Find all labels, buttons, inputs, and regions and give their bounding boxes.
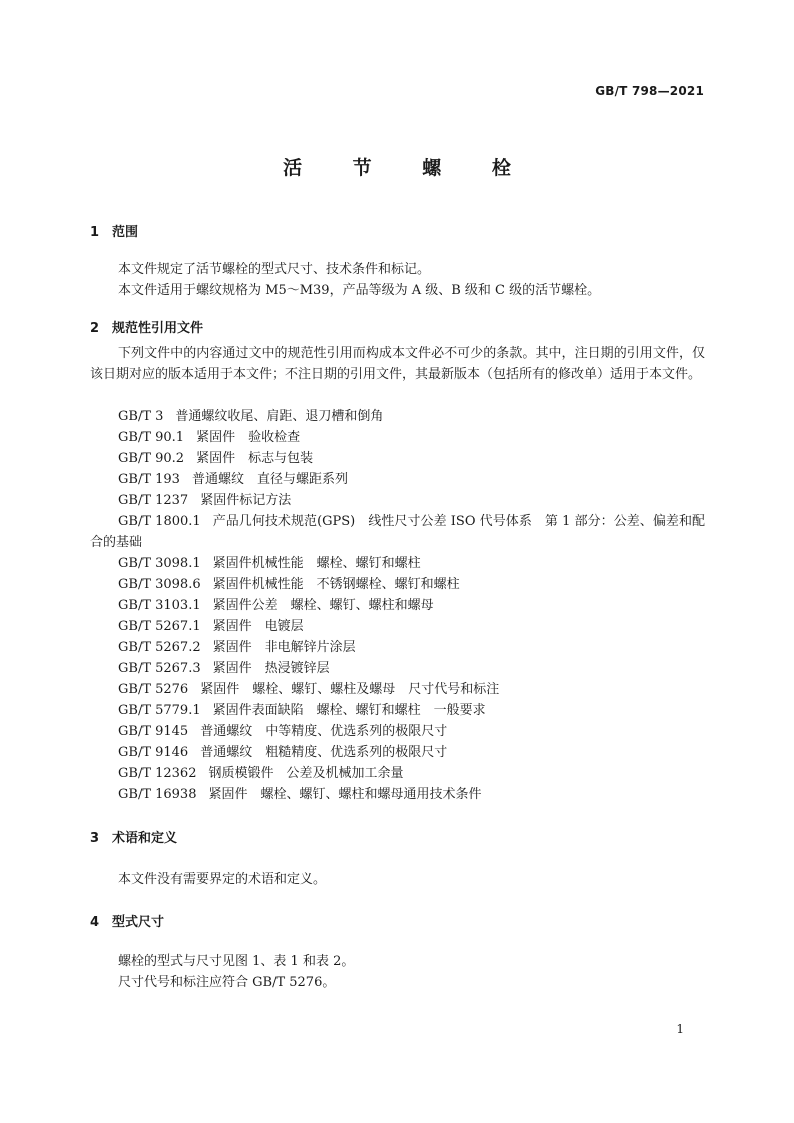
reference-code: GB/T 5276 — [118, 682, 189, 697]
standard-number: GB/T 798—2021 — [595, 84, 704, 98]
reference-code: GB/T 3 — [118, 409, 164, 424]
reference-title: 钢质模锻件 公差及机械加工余量 — [208, 766, 404, 781]
reference-item — [118, 721, 447, 742]
reference-title: 普通螺纹收尾、肩距、退刀槽和倒角 — [175, 409, 384, 424]
reference-code: GB/T 9145 — [118, 724, 189, 739]
paragraph: 尺寸代号和标注应符合 GB/T 5276。 — [118, 975, 336, 990]
reference-code: GB/T 90.1 — [118, 430, 185, 445]
reference-code: GB/T 1800.1 — [118, 514, 201, 529]
reference-title: 产品几何技术规范(GPS) 线性尺寸公差 ISO 代号体系 第 1 部分：公差、偏差和配合的基础 — [90, 514, 705, 550]
section-4-heading — [90, 911, 164, 930]
reference-code: GB/T 90.2 — [118, 451, 185, 466]
reference-title: 普通螺纹 直径与螺距系列 — [191, 472, 348, 487]
reference-item — [118, 406, 383, 427]
reference-item — [118, 595, 434, 616]
reference-item — [118, 784, 482, 805]
reference-item — [118, 637, 356, 658]
paragraph: 螺栓的型式与尺寸见图 1、表 1 和表 2。 — [118, 954, 355, 969]
section-3-heading — [90, 827, 177, 846]
reference-item — [118, 553, 421, 574]
reference-code: GB/T 16938 — [118, 787, 197, 802]
reference-code: GB/T 193 — [118, 472, 180, 487]
paragraph: 本文件规定了活节螺栓的型式尺寸、技术条件和标记。 — [118, 262, 431, 277]
reference-code: GB/T 9146 — [118, 745, 189, 760]
reference-item — [118, 574, 460, 595]
section-number: 2 — [90, 321, 100, 336]
reference-item — [118, 427, 300, 448]
reference-title: 紧固件 电镀层 — [212, 619, 304, 634]
section-number: 4 — [90, 915, 100, 930]
reference-title: 普通螺纹 粗糙精度、优选系列的极限尺寸 — [200, 745, 448, 760]
reference-item — [118, 763, 404, 784]
reference-title: 紧固件 螺栓、螺钉、螺柱及螺母 尺寸代号和标注 — [200, 682, 500, 697]
page-number: 1 — [676, 1022, 684, 1036]
reference-item — [118, 679, 499, 700]
reference-title: 紧固件机械性能 螺栓、螺钉和螺柱 — [212, 556, 421, 571]
reference-title: 普通螺纹 中等精度、优选系列的极限尺寸 — [200, 724, 448, 739]
reference-title: 紧固件 热浸镀锌层 — [212, 661, 330, 676]
section-title: 规范性引用文件 — [112, 321, 204, 336]
reference-item — [118, 448, 313, 469]
reference-title: 紧固件机械性能 不锈钢螺栓、螺钉和螺柱 — [212, 577, 460, 592]
reference-item — [118, 490, 291, 511]
section-number: 3 — [90, 831, 100, 846]
section-title: 范围 — [112, 225, 139, 240]
section-2-heading — [90, 317, 203, 336]
reference-item — [118, 700, 486, 721]
reference-item — [118, 469, 348, 490]
paragraph: 本文件适用于螺纹规格为 M5～M39，产品等级为 A 级、B 级和 C 级的活节螺栓。 — [118, 283, 601, 298]
reference-title: 紧固件 非电解锌片涂层 — [212, 640, 356, 655]
reference-item — [118, 742, 447, 763]
reference-title: 紧固件公差 螺栓、螺钉、螺柱和螺母 — [212, 598, 434, 613]
reference-code: GB/T 5779.1 — [118, 703, 201, 718]
document-title: 活 节 螺 栓 — [283, 157, 533, 179]
reference-title: 紧固件 标志与包装 — [196, 451, 314, 466]
reference-title: 紧固件表面缺陷 螺栓、螺钉和螺柱 一般要求 — [212, 703, 486, 718]
reference-code: GB/T 5267.2 — [118, 640, 201, 655]
reference-code: GB/T 3098.6 — [118, 577, 201, 592]
reference-code: GB/T 3103.1 — [118, 598, 201, 613]
section-title: 术语和定义 — [112, 831, 178, 846]
reference-code: GB/T 5267.3 — [118, 661, 201, 676]
paragraph: 本文件没有需要界定的术语和定义。 — [118, 872, 327, 887]
reference-code: GB/T 5267.1 — [118, 619, 201, 634]
reference-code: GB/T 12362 — [118, 766, 197, 781]
section-title: 型式尺寸 — [112, 915, 165, 930]
intro-paragraph: 下列文件中的内容通过文中的规范性引用而构成本文件必不可少的条款。其中，注日期的引用文件，仅该日期对应的版本适用于本文件；不注日期的引用文件，其最新版本（包括所有的修改单）适用于本文件。 — [90, 346, 705, 382]
reference-item — [118, 658, 330, 679]
section-number: 1 — [90, 225, 100, 240]
reference-code: GB/T 1237 — [118, 493, 189, 508]
reference-item — [90, 511, 705, 553]
reference-code: GB/T 3098.1 — [118, 556, 201, 571]
reference-item — [118, 616, 304, 637]
section-1-heading — [90, 221, 138, 240]
reference-title: 紧固件 螺栓、螺钉、螺柱和螺母通用技术条件 — [208, 787, 482, 802]
reference-title: 紧固件 验收检查 — [196, 430, 301, 445]
reference-title: 紧固件标记方法 — [200, 493, 292, 508]
